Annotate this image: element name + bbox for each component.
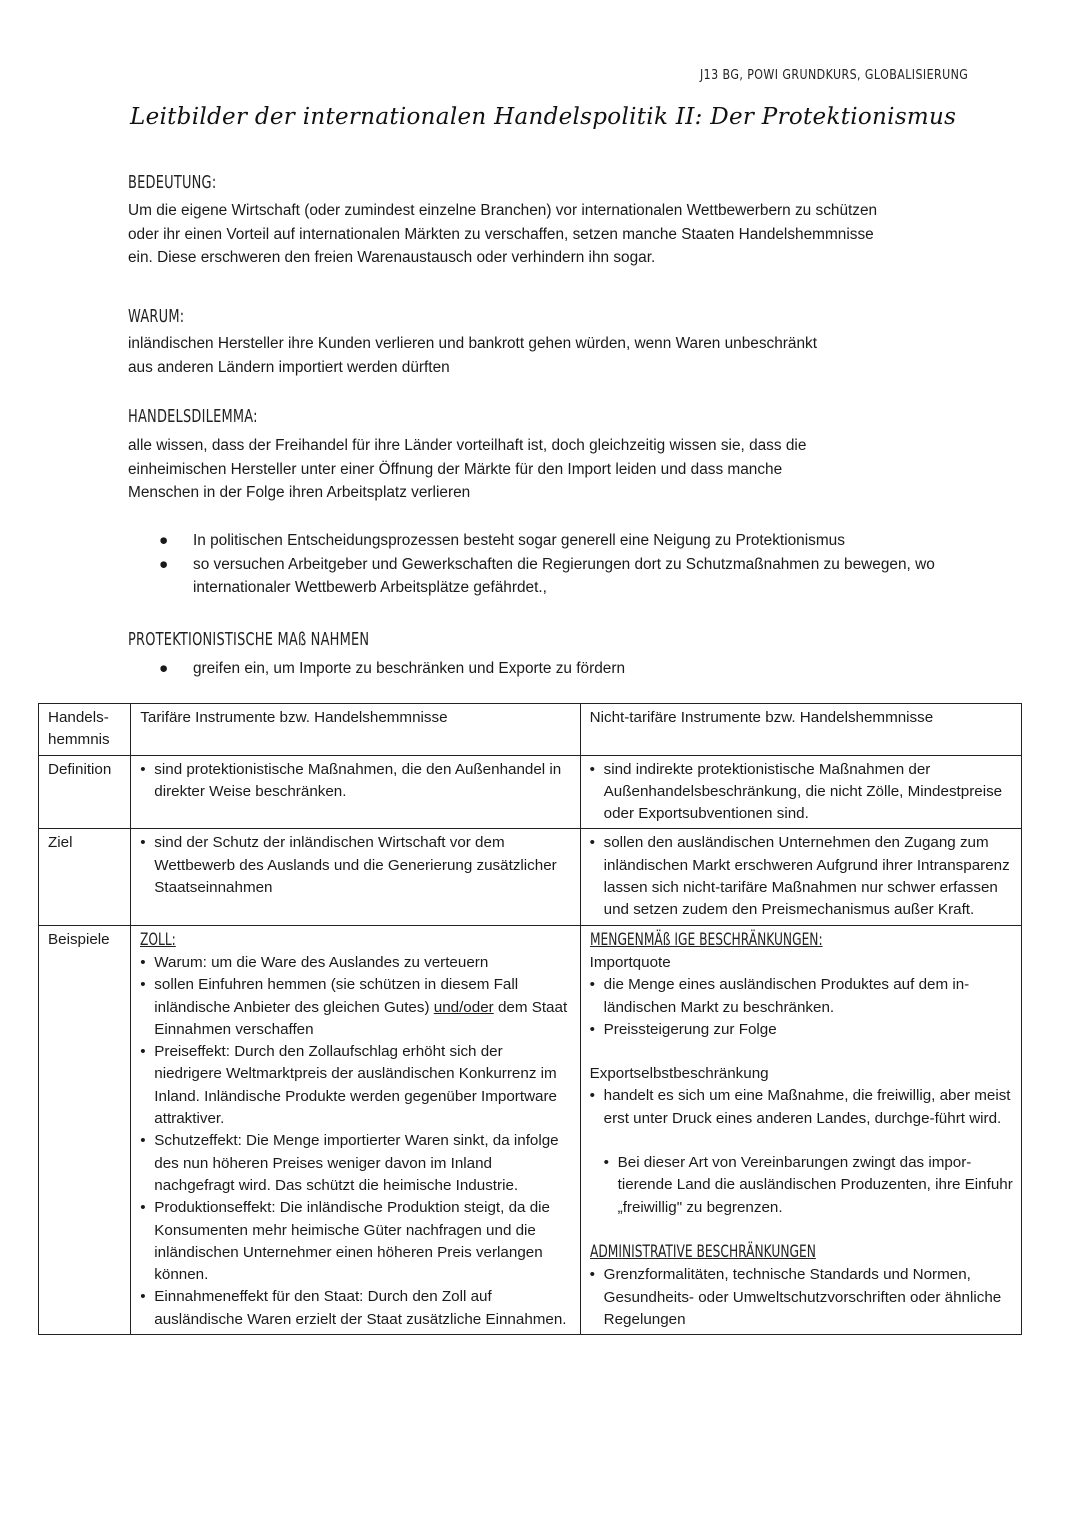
list-item: • die Menge eines ausländischen Produktes auf dem in-ländischen Markt zu beschränken. (589, 976, 970, 1016)
subheading-exportselbstbeschraenkung: Exportselbstbeschränkung (589, 1065, 769, 1083)
bullet-icon: • (589, 976, 595, 994)
bullet-icon: • (140, 976, 146, 994)
text-line: Um die eigene Wirtschaft (oder zumindest einzelne Branchen) vor internationalen Wettbewerbern zu schützen (128, 202, 878, 219)
bullet-icon: • (603, 1154, 609, 1172)
list-item: ● so versuchen Arbeitgeber und Gewerkschaften die Regierungen dort zu Schutzmaßnahmen zu bewegen, wo internationaler Wettbewerb Arbeitsplätze gefährdet., (155, 553, 935, 600)
list-item: • handelt es sich um eine Maßnahme, die freiwillig, aber meist erst unter Druck eines anderen Landes, durchge-führt wird. (589, 1087, 1011, 1127)
paragraph-bedeutung (128, 199, 968, 270)
bullet-icon: • (140, 1288, 146, 1306)
text-line: einheimischen Hersteller unter einer Öffnung der Märkte für den Import leiden und dass manche (128, 460, 783, 478)
zoll-bullet-list (140, 952, 571, 1331)
bullet-icon: • (589, 760, 595, 778)
bullet-icon: ● (159, 555, 169, 573)
table-header-row (39, 704, 1022, 756)
table-cell (131, 829, 580, 925)
section-heading-warum: WARUM: (128, 306, 185, 327)
section-heading-massnahmen: PROTEKTIONISTISCHE MAß NAHMEN (128, 629, 370, 650)
massnahmen-bullet-list (155, 657, 935, 681)
paragraph-warum (128, 332, 968, 379)
course-header: J13 BG, POWI GRUNDKURS, GLOBALISIERUNG (700, 68, 969, 83)
list-item: • Warum: um die Ware des Auslandes zu verteuern (140, 952, 571, 974)
bullet-icon: • (140, 1132, 146, 1150)
bullet-icon: • (140, 834, 146, 852)
bullet-icon: • (589, 1087, 595, 1105)
row-label: Ziel (39, 829, 131, 925)
bullet-icon: ● (159, 532, 169, 549)
list-item: • Preissteigerung zur Folge (590, 1019, 1013, 1041)
list-item: ● greifen ein, um Importe zu beschränken und Exporte zu fördern (155, 657, 935, 681)
list-item: • Preiseffekt: Durch den Zollaufschlag erhöht sich der niedrigere Weltmarktpreis der ausländischen Konkurrenz im Inland. Inländische Produkte werden gegenüber Importware attraktiver. (140, 1043, 558, 1128)
bullet-icon: • (589, 1266, 595, 1284)
bullet-icon: • (589, 1020, 595, 1038)
text-line: oder ihr einen Vorteil auf internationalen Märkten zu verschaffen, setzen manche Staaten Handelshemmnisse (128, 225, 874, 243)
subheading-mengenmaessige: MENGENMÄß IGE BESCHRÄNKUNGEN: (589, 929, 823, 950)
table-cell (131, 755, 580, 829)
list-item: • sind protektionistische Maßnahmen, die den Außenhandel in direkter Weise beschränken. (140, 760, 562, 800)
subheading-zoll: ZOLL: (140, 929, 177, 950)
text-line: aus anderen Ländern importiert werden dürften (128, 358, 450, 376)
page-title: Leitbilder der internationalen Handelspolitik II: Der Protektionismus (130, 104, 957, 130)
list-item: • Bei dieser Art von Vereinbarungen zwingt das impor-tierende Land die ausländischen Produzenten, ihre Einfuhr „freiwillig" zu begrenzen. (603, 1154, 1013, 1216)
list-item: • Einnahmeneffekt für den Staat: Durch den Zoll auf ausländische Waren erzielt der Staat zusätzliche Einnahmen. (140, 1288, 567, 1328)
list-item: • Produktionseffekt: Die inländische Produktion steigt, da die Konsumenten mehr heimische Güter nachfragen und die inländischen Unternehmer einen höheren Preis verlangen können. (140, 1199, 550, 1284)
subheading-importquote: Importquote (589, 953, 671, 971)
text-line: ein. Diese erschweren den freien Warenaustausch oder verhindern ihn sogar. (128, 249, 656, 266)
list-item: • sind indirekte protektionistische Maßnahmen der Außenhandelsbeschränkung, die nicht Zölle, Mindestpreise oder Exportsubventionen sind. (589, 760, 1003, 823)
table-cell (580, 755, 1021, 829)
bullet-icon: • (140, 953, 146, 971)
list-item: ● In politischen Entscheidungsprozessen besteht sogar generell eine Neigung zu Protektionismus (155, 529, 935, 553)
section-heading-dilemma: HANDELSDILEMMA: (128, 406, 258, 427)
text-line: inländischen Hersteller ihre Kunden verlieren und bankrott gehen würden, wenn Waren unbeschränkt (128, 335, 818, 352)
list-item: • sollen den ausländischen Unternehmen den Zugang zum inländischen Markt erschweren Aufgrund ihrer Intransparenz lassen sich nicht-tarifäre Maßnahmen nur schwer erfassen und setzen zudem den Preismechanismus außer Kraft. (589, 834, 1010, 919)
paragraph-dilemma (128, 434, 968, 505)
dilemma-bullet-list (155, 529, 935, 600)
section-heading-bedeutung: BEDEUTUNG: (128, 172, 217, 193)
table-cell (131, 925, 580, 1334)
table-header-cell: Tarifäre Instrumente bzw. Handelshemmnisse (131, 704, 580, 756)
table-header-cell: Nicht-tarifäre Instrumente bzw. Handelshemmnisse (580, 704, 1021, 756)
subheading-administrative: ADMINISTRATIVE BESCHRÄNKUNGEN (589, 1241, 816, 1262)
text-line: Menschen in der Folge ihren Arbeitsplatz verlieren (128, 484, 471, 501)
bullet-icon: • (589, 834, 595, 852)
table-row (39, 755, 1022, 829)
bullet-icon: • (140, 760, 146, 778)
table-cell (580, 829, 1021, 925)
list-item: • Schutzeffekt: Die Menge importierter Waren sinkt, da infolge des nun höheren Preises weniger davon im Inland nachgefragt wird. Das schützt die heimische Industrie. (140, 1132, 559, 1194)
bullet-icon: ● (159, 660, 169, 677)
comparison-table (38, 703, 1022, 1335)
bullet-icon: • (140, 1043, 146, 1061)
list-item: • sollen Einfuhren hemmen (sie schützen in diesem Fall inländische Anbieter des gleichen Gutes) und/oder dem Staat Einnahmen verschaffen (140, 976, 568, 1038)
text-line: alle wissen, dass der Freihandel für ihre Länder vorteilhaft ist, doch gleichzeitig wissen sie, dass die (128, 437, 807, 454)
bullet-icon: • (140, 1199, 146, 1217)
table-cell (580, 925, 1021, 1334)
table-header-cell: Handels-hemmnis (39, 704, 131, 756)
list-item: • Grenzformalitäten, technische Standards und Normen, Gesundheits- oder Umweltschutzvorschriften oder ähnliche Regelungen (589, 1266, 1002, 1328)
table-row (39, 925, 1022, 1334)
list-item: • sind der Schutz der inländischen Wirtschaft vor dem Wettbewerb des Auslands und die Generierung zusätzlicher Staatseinnahmen (140, 834, 557, 897)
row-label: Beispiele (39, 925, 131, 1334)
row-label: Definition (39, 755, 131, 829)
table-row (39, 829, 1022, 925)
